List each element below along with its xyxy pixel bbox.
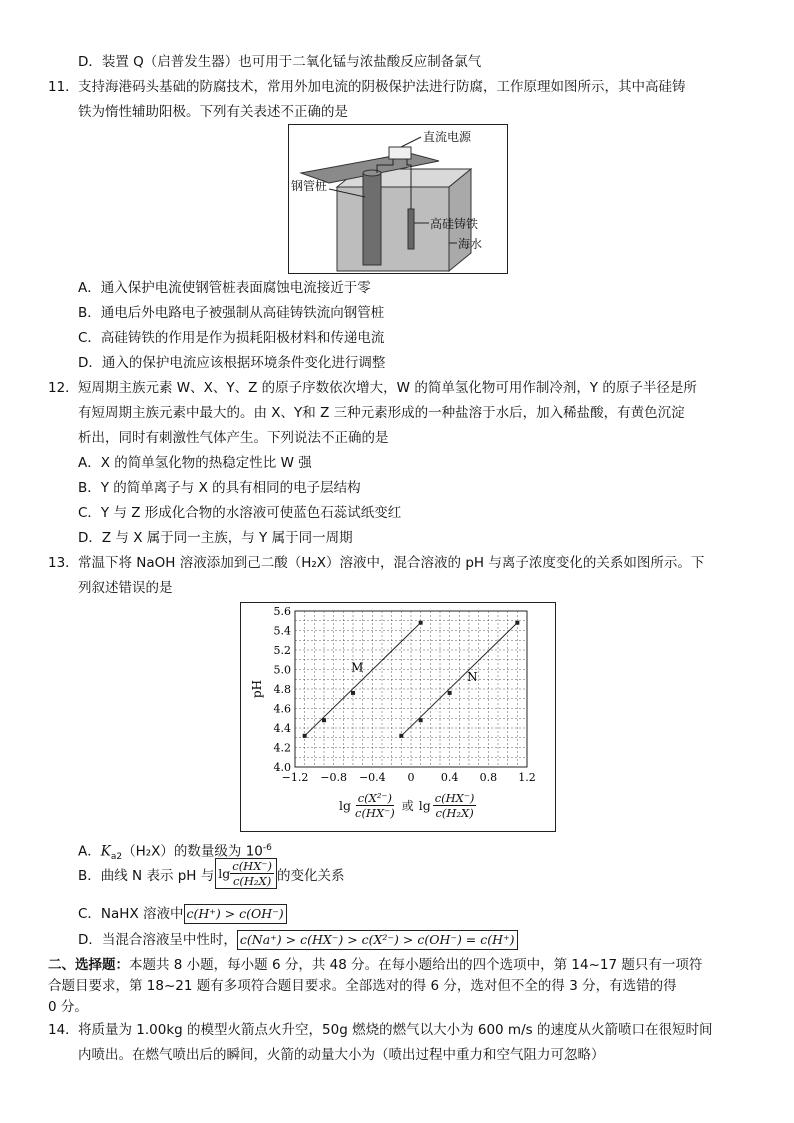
- y-tick-label: 5.0: [273, 663, 291, 677]
- xlabel-num-1: c(X²⁻): [357, 791, 392, 805]
- point-N: [448, 691, 452, 695]
- dc-power-box: [389, 147, 411, 159]
- q13-option-b-fraction: [230, 859, 274, 888]
- point-M: [351, 691, 355, 695]
- q14-number: 14．: [48, 1022, 79, 1038]
- q13-option-b-num: c(HX⁻): [232, 859, 272, 873]
- y-tick-label: 5.6: [273, 605, 291, 618]
- q12-option-d: D．Z 与 X 属于同一主族，与 Y 属于同一周期: [78, 530, 353, 546]
- x-tick-label: 0.8: [479, 771, 498, 784]
- q13-option-b-prefix: B．曲线 N 表示 pH 与: [78, 867, 215, 884]
- y-tick-label: 5.4: [273, 624, 291, 638]
- label-dc-power: 直流电源: [423, 130, 472, 144]
- point-N: [419, 718, 423, 722]
- label-steel-pile: 钢管桩: [291, 179, 328, 193]
- series-label-M: M: [351, 660, 364, 675]
- y-tick-label: 4.6: [273, 702, 291, 716]
- xlabel-den-1: c(HX⁻): [355, 806, 395, 820]
- y-tick-label: 4.8: [273, 683, 291, 696]
- q13-option-c-expr: c(H⁺) > c(OH⁻): [184, 904, 287, 924]
- q13-option-a-exp: -6: [262, 843, 272, 853]
- q11-option-c: C．高硅铸铁的作用是作为损耗阳极材料和传递电流: [78, 330, 385, 346]
- x-tick-label: −0.4: [358, 771, 386, 784]
- y-tick-label: 4.4: [273, 722, 291, 735]
- q13-option-a-prefix: A．: [78, 843, 101, 860]
- q12-stem-3: 析出，同时有刺激性气体产生。下列说法不正确的是: [78, 430, 389, 446]
- chart-xlabel: [339, 791, 476, 820]
- q11-option-b: B．通电后外电路电子被强制从高硅铸铁流向钢管桩: [78, 305, 385, 321]
- section2-text-1: 本题共 8 小题，每小题 6 分，共 48 分。在每小题给出的四个选项中，第 14~17 题只有一项符: [129, 957, 703, 973]
- q10-option-d: D．装置 Q（启普发生器）也可用于二氧化锰与浓盐酸反应制备氯气: [78, 54, 482, 70]
- q13-option-d: [78, 930, 518, 950]
- q12-stem-2: 有短周期主族元素中最大的。由 X、Y和 Z 三种元素形成的一种盐溶于水后，加入稀盐酸，有黄色沉淀: [78, 405, 685, 421]
- xlabel-fraction-1: [353, 791, 397, 820]
- q11-stem-1: 支持海港码头基础的防腐技术，常用外加电流的阴极保护法进行防腐，工作原理如图所示，其中高硅铸: [78, 79, 686, 95]
- section2-title: 二、选择题：: [48, 957, 129, 973]
- q11-stem-2: 铁为惰性辅助阳极。下列有关表述不正确的是: [78, 104, 348, 120]
- y-tick-label: 4.0: [273, 761, 291, 774]
- xlabel-or: 或: [401, 799, 414, 813]
- xlabel-lg-1: lg: [339, 798, 351, 813]
- q13-option-c-prefix: C．NaHX 溶液中: [78, 906, 184, 922]
- q13-option-d-prefix: D．当混合溶液呈中性时，: [78, 932, 237, 948]
- point-N: [515, 621, 519, 625]
- q13-option-c: [78, 904, 287, 924]
- q13-option-b: [78, 858, 344, 889]
- x-tick-label: 0.4: [440, 771, 459, 784]
- x-tick-label: −1.2: [281, 771, 309, 784]
- q13-option-a-k: K: [100, 843, 111, 860]
- section2-line-1: [48, 955, 702, 975]
- label-seawater: 海水: [458, 237, 483, 251]
- q14-stem-2: 内喷出。在燃气喷出后的瞬间，火箭的动量大小为（喷出过程中重力和空气阻力可忽略）: [78, 1047, 605, 1063]
- q13-option-a-sub: a2: [110, 852, 123, 863]
- y-axis-label: pH: [250, 679, 264, 699]
- point-M: [322, 718, 326, 722]
- q12-number: 12．: [48, 380, 79, 396]
- xlabel-den-2: c(H₂X): [435, 806, 474, 820]
- x-tick-label: 1.2: [518, 771, 536, 784]
- q13-option-d-expr: c(Na⁺) > c(HX⁻) > c(X²⁻) > c(OH⁻) = c(H⁺): [237, 930, 518, 950]
- q11-figure: [288, 124, 508, 274]
- q14-stem-1: 将质量为 1.00kg 的模型火箭点火升空，50g 燃烧的燃气以大小为 600 m/s 的速度从火箭喷口在很短时间: [78, 1022, 713, 1038]
- q13-option-a-text: （H₂X）的数量级为 10: [122, 843, 263, 860]
- steel-pile: [363, 173, 381, 265]
- q13-stem-1: 常温下将 NaOH 溶液添加到己二酸（H₂X）溶液中，混合溶液的 pH 与离子浓度变化的关系如图所示。下: [78, 555, 705, 571]
- y-tick-label: 5.2: [273, 644, 291, 657]
- xlabel-lg-2: lg: [418, 798, 431, 813]
- q13-stem-2: 列叙述错误的是: [78, 580, 173, 596]
- section2-text-2: 合题目要求，第 18~21 题有多项符合题目要求。全部选对的得 6 分，选对但不全的得 3 分，有选错的得: [48, 978, 677, 994]
- q13-number: 13．: [48, 555, 79, 571]
- point-M: [303, 734, 307, 738]
- label-silicon-iron: 高硅铸铁: [430, 217, 479, 231]
- q12-option-a: A．X 的简单氢化物的热稳定性比 W 强: [78, 455, 312, 471]
- q11-number: 11．: [48, 79, 79, 95]
- xlabel-fraction-2: [433, 791, 477, 820]
- q12-option-b: B．Y 的简单离子与 X 的具有相同的电子层结构: [78, 480, 361, 496]
- q13-option-b-den: c(H₂X): [232, 874, 272, 888]
- q13-option-b-suffix: 的变化关系: [276, 867, 345, 884]
- q12-stem-1: 短周期主族元素 W、X、Y、Z 的原子序数依次增大，W 的简单氢化物可用作制冷剂，Y 的原子半径是所: [78, 380, 697, 396]
- point-N: [399, 734, 403, 738]
- q13-option-b-box: [215, 858, 277, 889]
- point-M: [419, 621, 423, 625]
- q13-chart: [240, 602, 556, 832]
- y-tick-label: 4.2: [273, 741, 291, 755]
- silicon-iron-anode: [408, 209, 414, 249]
- q11-option-d: D．通入的保护电流应该根据环境条件变化进行调整: [78, 355, 386, 371]
- x-tick-label: 0: [407, 771, 415, 784]
- q13-option-b-lg: lg: [218, 866, 231, 881]
- xlabel-num-2: c(HX⁻): [434, 791, 475, 805]
- q11-option-a: A．通入保护电流使钢管桩表面腐蚀电流接近于零: [78, 280, 371, 296]
- q12-option-c: C．Y 与 Z 形成化合物的水溶液可使蓝色石蕊试纸变红: [78, 505, 402, 521]
- section2-text-3: 0 分。: [48, 999, 88, 1015]
- series-label-N: N: [467, 670, 478, 685]
- x-tick-label: −0.8: [320, 771, 348, 784]
